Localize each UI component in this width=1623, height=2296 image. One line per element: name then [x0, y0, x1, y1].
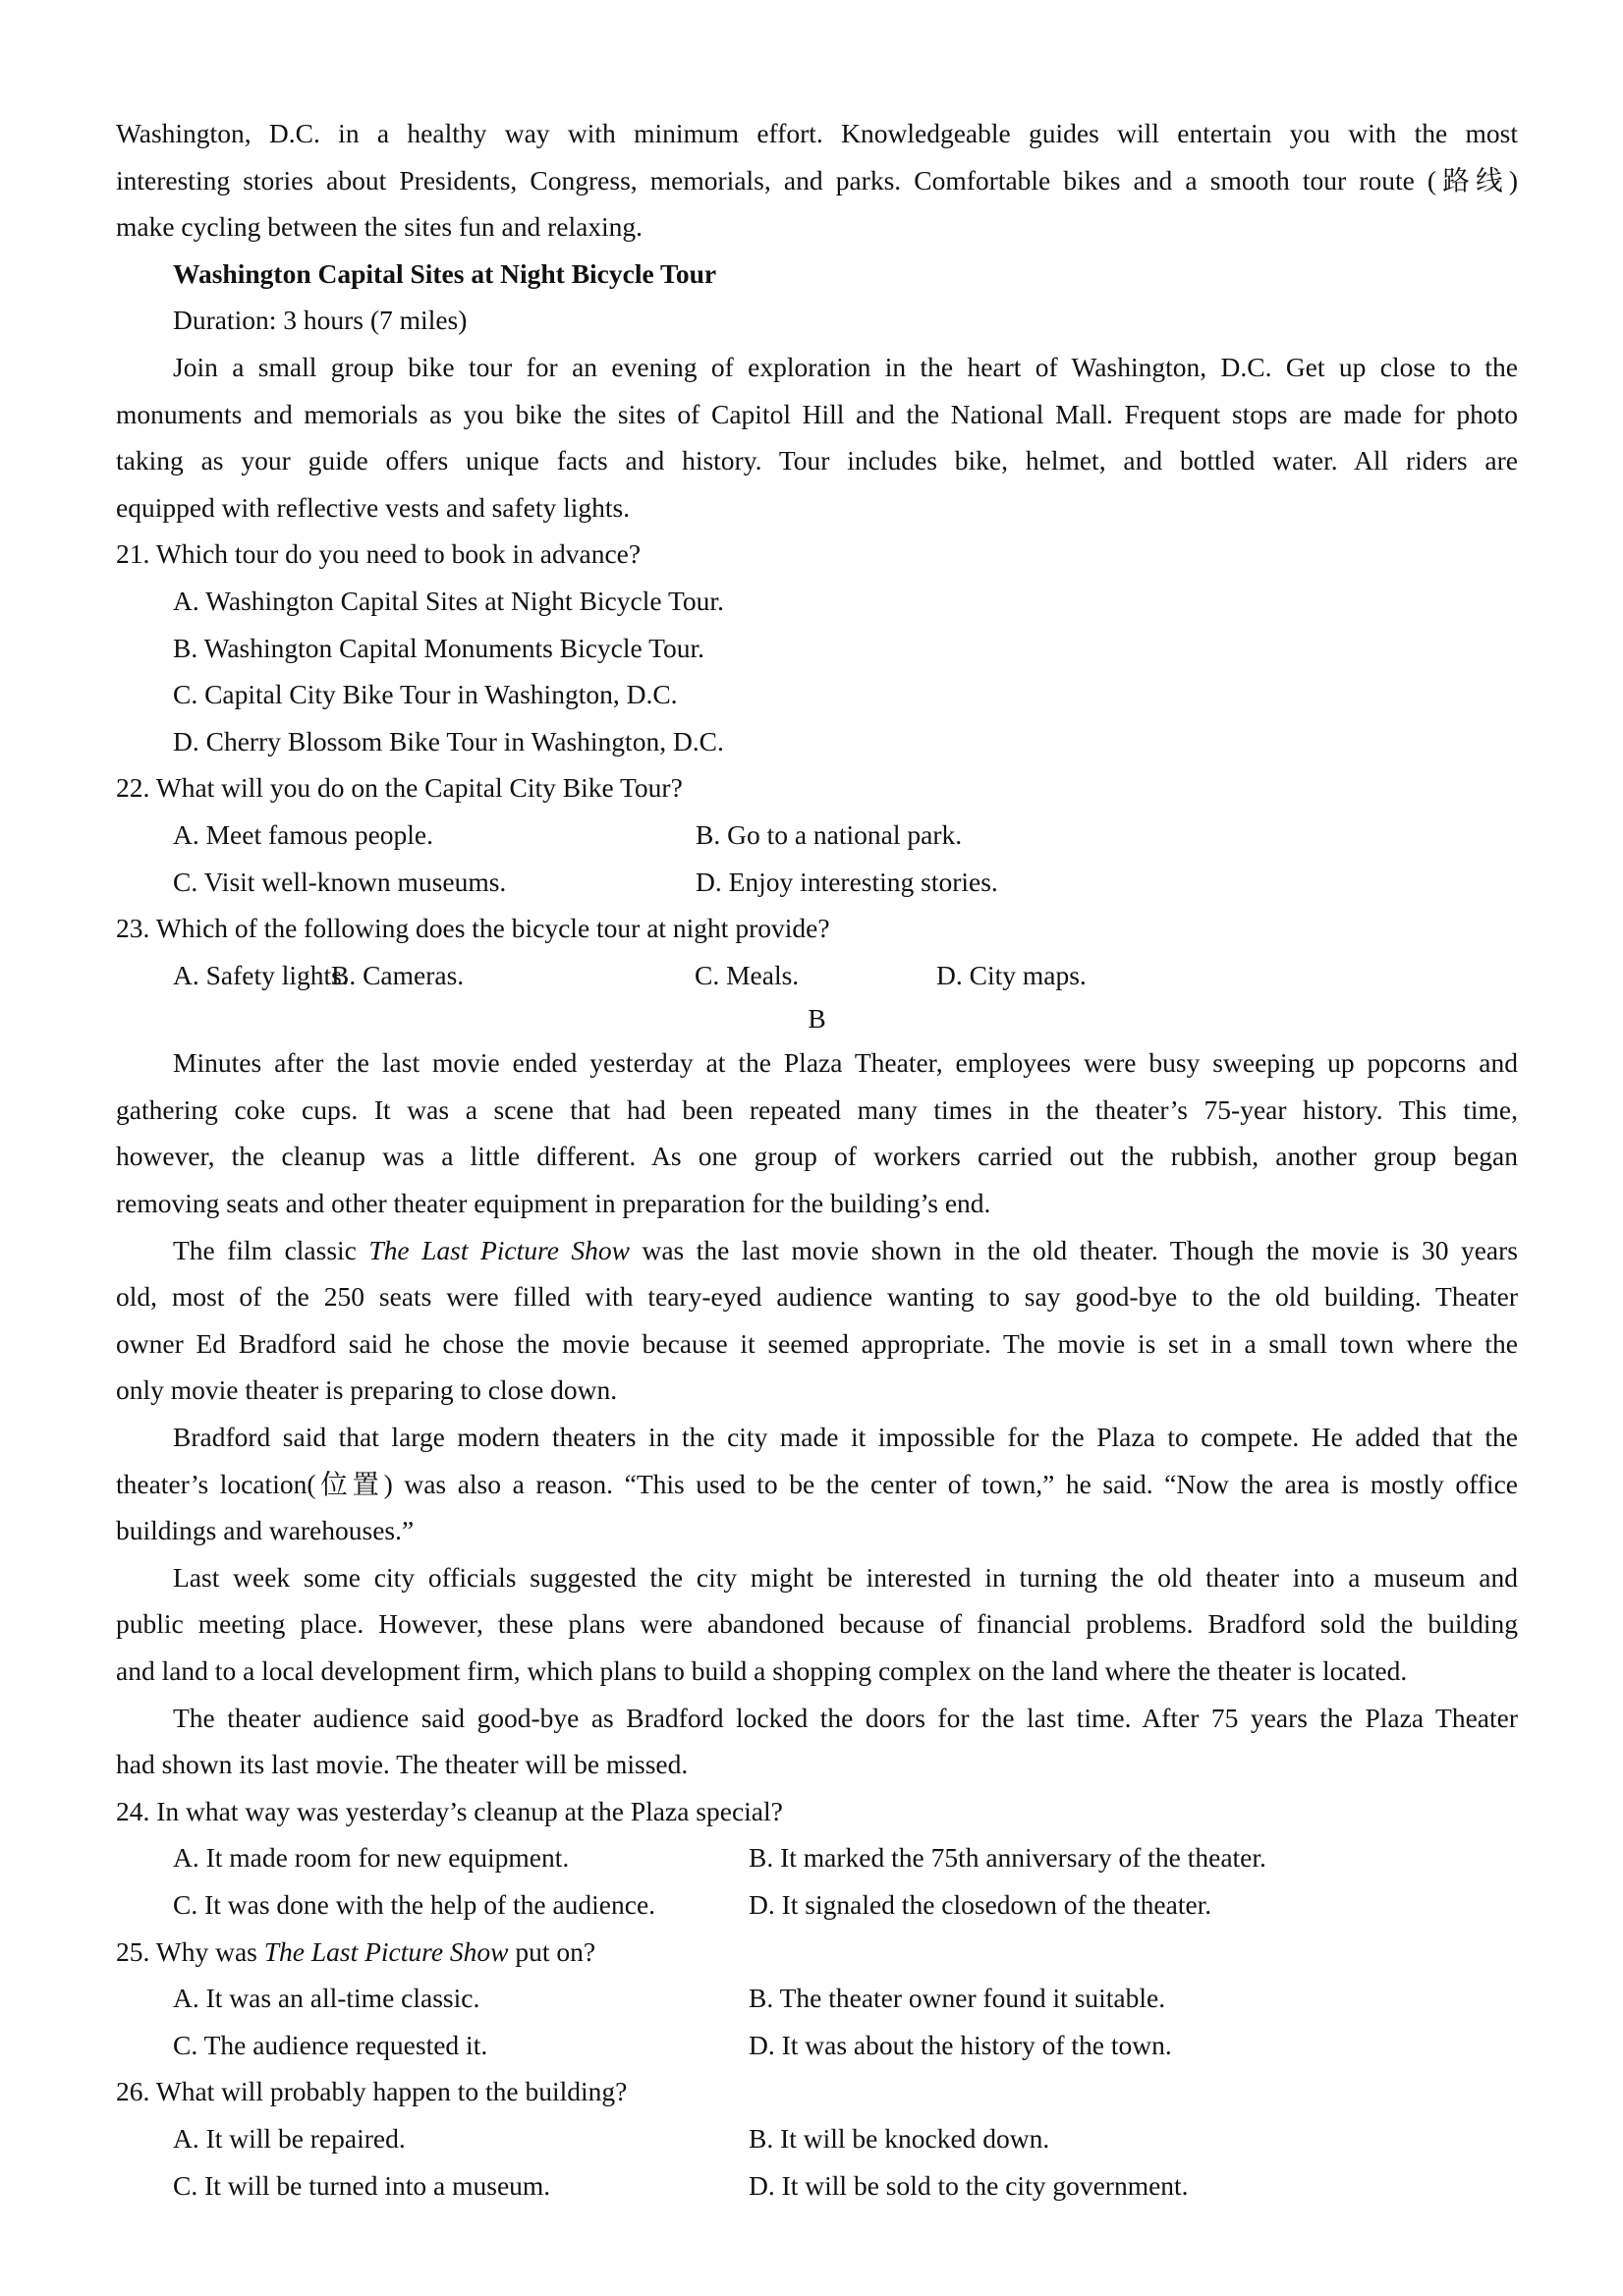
option-row — [116, 2162, 1518, 2210]
passage-b-line: however, the cleanup was a little different. As one group of workers carried out the rubbish, another group began — [116, 1141, 1518, 1172]
tour-line: taking as your guide offers unique facts and history. Tour includes bike, helmet, and bottled water. All riders are — [116, 445, 1518, 476]
question-stem: 21. Which tour do you need to book in advance? — [116, 538, 642, 570]
answer-option: C. Visit well-known museums. — [173, 866, 507, 897]
answer-option: A. Meet famous people. — [173, 818, 433, 850]
text-run: 25. Why was — [116, 1935, 264, 1967]
passage-b-line: theater’s location(位置) was also a reason. “This used to be the center of town,” he said. “Now the area is mostly office — [116, 1468, 1518, 1499]
passage-b-line: Bradford said that large modern theaters in the city made it impossible for the Plaza to compete. He added that the — [173, 1422, 1518, 1453]
option-row — [116, 2115, 1518, 2162]
passage-b-line: The theater audience said good-bye as Bradford locked the doors for the last time. After 75 years the Plaza Theater — [173, 1702, 1518, 1733]
passage-b-line: removing seats and other theater equipment in preparation for the building’s end. — [116, 1188, 991, 1219]
answer-option: A. It made room for new equipment. — [173, 1842, 570, 1874]
option-row — [116, 812, 1518, 859]
answer-option: A. It was an all-time classic. — [173, 1983, 480, 2014]
question-stem: 23. Which of the following does the bicycle tour at night provide? — [116, 913, 830, 944]
passage-b-line: gathering coke cups. It was a scene that had been repeated many times in the theater’s 75-year history. This time, — [116, 1093, 1518, 1125]
answer-option: D. It signaled the closedown of the theater. — [749, 1888, 1212, 1920]
answer-option: D. Enjoy interesting stories. — [696, 866, 998, 897]
passage-b-line: old, most of the 250 seats were filled with teary-eyed audience wanting to say good-bye to the old building. Theater — [116, 1281, 1518, 1313]
tour-line: equipped with reflective vests and safety lights. — [116, 491, 631, 523]
answer-option: B. The theater owner found it suitable. — [749, 1983, 1166, 2014]
tour-title: Washington Capital Sites at Night Bicycle Tour — [173, 257, 717, 289]
answer-option: B. It will be knocked down. — [749, 2122, 1050, 2154]
answer-option: C. It will be turned into a museum. — [173, 2169, 551, 2201]
passage-b-line: and land to a local development firm, which plans to build a shopping complex on the land where the theater is located. — [116, 1655, 1408, 1686]
question-stem — [116, 1929, 1518, 1976]
tour-line: monuments and memorials as you bike the sites of Capitol Hill and the National Mall. Frequent stops are made for photo — [116, 398, 1518, 429]
passage-a-line: interesting stories about Presidents, Congress, memorials, and parks. Comfortable bikes and a smooth tour route (路线) — [116, 164, 1518, 196]
text-run: The film classic — [173, 1234, 369, 1265]
question-stem: 22. What will you do on the Capital City Bike Tour? — [116, 772, 683, 804]
tour-line: Join a small group bike tour for an evening of exploration in the heart of Washington, D.C. Get up close to the — [173, 351, 1518, 382]
answer-option: B. Cameras. — [331, 959, 465, 990]
option-row — [116, 2022, 1518, 2069]
answer-option: A. Safety lights. — [173, 959, 349, 990]
answer-option: A. Washington Capital Sites at Night Bicycle Tour. — [173, 585, 724, 616]
question-stem: 24. In what way was yesterday’s cleanup at the Plaza special? — [116, 1795, 783, 1826]
section-heading: B — [808, 1003, 826, 1035]
film-title: The Last Picture Show — [263, 1935, 509, 1967]
answer-option: D. City maps. — [936, 959, 1087, 990]
option-row — [116, 859, 1518, 906]
passage-a-line: Washington, D.C. in a healthy way with minimum effort. Knowledgeable guides will entertain you with the most — [116, 118, 1518, 148]
answer-option: B. It marked the 75th anniversary of the theater. — [749, 1842, 1266, 1874]
passage-b-line: Last week some city officials suggested the city might be interested in turning the old theater into a museum and — [173, 1561, 1518, 1593]
answer-option: B. Go to a national park. — [696, 818, 963, 850]
passage-b-line: had shown its last movie. The theater will be missed. — [116, 1749, 689, 1780]
passage-b-line — [116, 1227, 1518, 1274]
passage-b-line: public meeting place. However, these plans were abandoned because of financial problems. Bradford sold the building — [116, 1608, 1518, 1640]
passage-b-line: owner Ed Bradford said he chose the movie because it seemed appropriate. The movie is set in a small town where the — [116, 1327, 1518, 1359]
answer-option: C. The audience requested it. — [173, 2029, 488, 2060]
film-title: The Last Picture Show — [368, 1234, 630, 1265]
exam-page — [116, 110, 1518, 2209]
answer-option: D. It will be sold to the city government. — [749, 2169, 1189, 2201]
answer-option: B. Washington Capital Monuments Bicycle Tour. — [173, 632, 704, 663]
text-run: was the last movie shown in the old theater. Though the movie is 30 years — [629, 1234, 1518, 1265]
passage-b-line: only movie theater is preparing to close down. — [116, 1374, 618, 1406]
answer-option: C. It was done with the help of the audience. — [173, 1888, 656, 1920]
option-row — [116, 1975, 1518, 2022]
tour-duration: Duration: 3 hours (7 miles) — [173, 305, 468, 336]
option-row — [116, 1881, 1518, 1929]
answer-option: A. It will be repaired. — [173, 2122, 406, 2154]
option-row — [116, 1834, 1518, 1881]
passage-a-line: make cycling between the sites fun and relaxing. — [116, 211, 644, 243]
passage-b-line: buildings and warehouses.” — [116, 1515, 415, 1546]
text-run: put on? — [508, 1935, 596, 1967]
answer-option: C. Meals. — [695, 959, 800, 990]
passage-b-line: Minutes after the last movie ended yesterday at the Plaza Theater, employees were busy sweeping up popcorns and — [173, 1047, 1518, 1079]
answer-option: D. It was about the history of the town. — [749, 2029, 1172, 2060]
answer-option: C. Capital City Bike Tour in Washington, D.C. — [173, 679, 678, 710]
answer-option: D. Cherry Blossom Bike Tour in Washington, D.C. — [173, 725, 724, 756]
option-row — [116, 952, 1518, 999]
question-stem: 26. What will probably happen to the building? — [116, 2076, 628, 2107]
